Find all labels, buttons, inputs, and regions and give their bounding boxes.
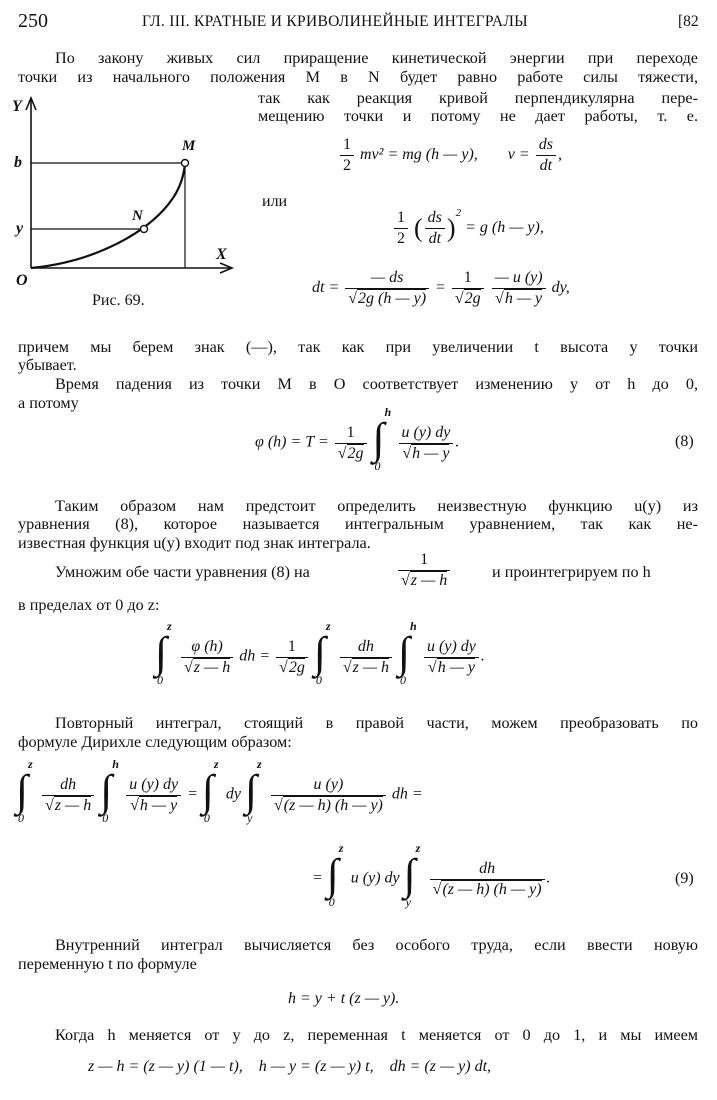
paragraph-line: точки из начального положения M в N будет равно работе силы тяжести, — [18, 68, 698, 86]
equation-number-8: (8) — [675, 433, 694, 450]
point-n — [141, 226, 148, 233]
equation-dt: dt = $\frac{— ds}{√2g (h — y)}$ = $\frac{1}{√2g}$ $\frac{— u (y)}{√h — y}$ dy, — [312, 269, 570, 307]
fig-label-n: N — [132, 208, 143, 224]
word-or: или — [262, 193, 288, 210]
paragraph-line: Внутренний интеграл вычисляется без особого труда, если ввести новую — [55, 936, 698, 954]
fig-label-y: y — [16, 220, 24, 237]
figure-69 — [0, 80, 250, 295]
fig-label-m: M — [182, 138, 196, 154]
paragraph-line: уравнения (8), которое называется интегральным уравнением, так как не- — [18, 515, 698, 533]
equation-velocity: $\frac{1}{2}$ ( $\frac{ds}{dt}$ )$^2$ = g (h — y), — [392, 208, 544, 249]
fig-label-x-axis: X — [216, 246, 227, 263]
equation-dirichlet-2: = ∫ z 0 u (y) dy ∫ z y $\frac{dh}{√(z — h) (h — y)}$ . — [312, 841, 551, 909]
fig-label-b: b — [14, 154, 22, 171]
paragraph-line: По закону живых сил приращение кинетической энергии при переходе — [55, 49, 698, 67]
paragraph-line: причем мы берем знак (—), так как при увеличении t высота y точки — [18, 338, 698, 356]
paragraph-line: в пределах от 0 до z: — [18, 596, 160, 614]
paragraph-line: Время падения из точки M в O соответствует изменению y от h до 0, — [55, 375, 698, 393]
fig-label-origin: O — [16, 272, 28, 289]
running-title: ГЛ. III. КРАТНЫЕ И КРИВОЛИНЕЙНЫЕ ИНТЕГРАЛЫ — [142, 13, 528, 30]
paragraph-line: убывает. — [18, 356, 77, 374]
paragraph-line: формуле Дирихле следующим образом: — [18, 733, 292, 751]
paragraph-line: Таким образом нам предстоит определить неизвестную функцию u(y) из — [55, 497, 698, 515]
equation-number-9: (9) — [675, 870, 694, 887]
fig-label-y-axis: Y — [12, 98, 22, 115]
equation-8: φ (h) = T = $\frac{1}{√2g}$ ∫ h 0 $\frac{u (y) dy}{√h — y}$ . — [255, 405, 460, 473]
point-m — [182, 160, 189, 167]
page-number: 250 — [18, 10, 48, 32]
paragraph-line: Когда h меняется от y до z, переменная t меняется от 0 до 1, и мы имеем — [55, 1026, 698, 1044]
paragraph-line: Умножим обе части уравнения (8) на — [55, 563, 310, 581]
paragraph-line: и проинтегрируем по h — [492, 563, 651, 581]
figure-caption: Рис. 69. — [92, 292, 145, 309]
equation-energy: $\frac{1}{2}$ mv² = mg (h — y), v = $\frac{ds}{dt}$ , — [338, 135, 562, 176]
paragraph-line: Повторный интеграл, стоящий в правой части, можем преобразовать по — [55, 714, 698, 732]
inline-fraction: $\frac{1}{√z — h}$ — [396, 550, 452, 591]
paragraph-line: мещению точки и потому не дает работы, т. е. — [258, 107, 698, 125]
section-number: [82 — [678, 13, 699, 30]
equation-dirichlet-1: ∫ z 0 $\frac{dh}{√z — h}$ ∫ h 0 $\frac{u (y) dy}{√h — y}$ = ∫ z 0 dy ∫ z y $\frac{u (y)}{√(z — h) (h — y)}$ dh = — [16, 757, 423, 825]
equation-relations: z — h = (z — y) (1 — t), h — y = (z — y) t, dh = (z — y) dt, — [88, 1058, 492, 1075]
paragraph-line: переменную t по формуле — [18, 955, 197, 973]
equation-integrated: ∫ z 0 $\frac{\varphi (h)}{√z — h}$ dh = $\frac{1}{√2g}$ ∫ z 0 $\frac{dh}{√z — h}$ ∫ h 0 $\frac{u (y) dy}{√h — y}$ . — [155, 619, 485, 687]
paragraph-line: так как реакция кривой перпендикулярна пере- — [258, 89, 698, 107]
paragraph-line: а потому — [18, 394, 79, 412]
equation-substitution: h = y + t (z — y). — [288, 990, 400, 1007]
curve — [31, 163, 185, 268]
paragraph-line: известная функция u(y) входит под знак интеграла. — [18, 534, 371, 552]
